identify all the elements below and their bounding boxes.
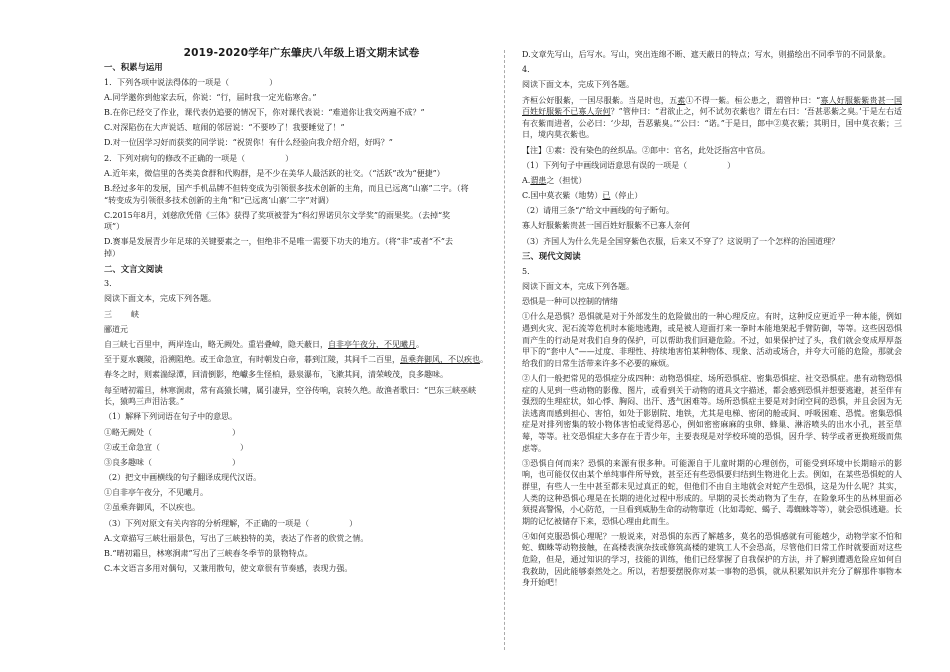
- subq-3-d: D.文章先写山，后写水。写山，突出连绵不断、遮天蔽日的特点；写水，则描绘出不同季节的不同景象。: [522, 50, 891, 59]
- para1-end: 。: [416, 340, 424, 349]
- q5-intro: 阅读下面文本，完成下列各题。: [522, 282, 634, 292]
- q4-subq-1-c: [522, 190, 902, 202]
- q2b-line2: “转变成为引领很多技术创新的主角”和“已远离‘山寨’二字”对调）: [104, 195, 334, 205]
- q1-option-a: A.同学邀你到他家去玩，你说：“行，届时我一定光临寒舍。”: [104, 92, 317, 102]
- article-para-1: ①什么是恐惧？恐惧就是对于外部发生的危险做出的一种心理反应。有时，这种反应更近乎一种本能，例如遇到火灾、泥石流等危机时本能地逃跑，或是被人迎面打来一拳时本能地架起手臂防御，等等。这些因恐惧而产生的行动是对我们自身的保护，可以帮助我们回避危险。不过，如果保护过了头，我们就会变成厚厚盔甲下的“套中人”——过度、非理性、持续地害怕某种物体、现象、活动或场合，并夸大可能的危险，那就会给我们的日常生活带来许多不必要的麻烦。: [522, 312, 902, 368]
- question-1: 1．下列各项中说法得体的一项是（ ）: [104, 77, 278, 87]
- q2b-line1: B.经过多年的发展，国产手机品牌不但转变成为引领很多技术创新的主角，而且已远离“山寨”二字。（将: [104, 183, 469, 193]
- passage-para-3: 春冬之时，则素湍绿潭，回清倒影，绝巘多生怪柏，悬泉瀑布，飞漱其间，清荣峻茂，良多趣味。: [104, 370, 448, 380]
- para2-end: 。: [480, 355, 488, 365]
- article-title: 恐惧是一种可以控制的情绪: [522, 297, 618, 307]
- subq-3-b: B.“晴初霜旦，林寒涧肃”写出了三峡春冬季节的景物特点。: [104, 549, 313, 559]
- p4-text-a: 齐桓公好服紫，一国尽服紫。当是时也，五: [522, 95, 678, 105]
- column-divider: [504, 50, 505, 650]
- subq-3-a: A.文章描写三峡壮丽景色，写出了三峡独特的美，表达了作者的欣赏之情。: [104, 533, 369, 543]
- passage-para-2: [104, 354, 499, 366]
- q2c-line2: 项”）: [104, 222, 125, 232]
- q4-subq-3: （3）齐国人为什么先是全国穿紫色衣服，后来又不穿了？这说明了一个怎样的治国道理？: [522, 236, 840, 246]
- subq-3-c: C.本文语言多用对偶句，又兼用散句，使文章很有节奏感，表现力强。: [104, 564, 353, 574]
- t1a-label: A.: [522, 175, 531, 185]
- p4-text-f: 国中莫衣紫；三日，境内莫衣紫也。: [522, 118, 903, 140]
- section-heading-2: 二、文言文阅读: [104, 263, 163, 274]
- p4-text-d: 左右适有衣紫而进者，公必曰：‘少却，吾恶紫臭。’”公曰：“诺。”于是日，郎: [522, 107, 903, 128]
- section-heading-3: 三、现代文阅读: [522, 251, 581, 262]
- q1-option-d: D.对一位因学习好而获奖的同学说：“祝贺你！有什么经验向我介绍介绍，好吗？”: [104, 138, 393, 148]
- section-heading-1: 一、积累与运用: [104, 62, 163, 72]
- subq-1-b: ②或王命急宣（ ）: [104, 442, 248, 452]
- q2d-line1: D.赛事是发展青少年足球的关键要素之一，但绝非不是唯一需要下功夫的地方。（将“非”或者“不”去: [104, 237, 454, 247]
- para1-text: 自三峡七百里中，两岸连山，略无阙处。重岩叠嶂，隐天蔽日，: [104, 340, 328, 349]
- q4-subq-1: （1）下列句子中画线词语意思有误的一项是（ ）: [522, 160, 736, 170]
- passage-4: [522, 95, 902, 141]
- p4-text-c: ？”管仲曰：“君欲止之，何不试勿衣紫也？谓左右曰：‘吾甚恶紫之臭。’于是: [610, 107, 878, 117]
- q3-intro: 阅读下面文本，完成下列各题。: [104, 294, 216, 304]
- q4-subq-2: （2）请用三条“/”给文中画线的句子断句。: [522, 206, 674, 216]
- question-2: 2．下列对病句的修改不正确的一项是（ ）: [104, 153, 294, 163]
- q4-intro: 阅读下面文本，完成下列各题。: [522, 80, 634, 90]
- para1-underlined: 自非亭午夜分，不见曦月: [328, 340, 416, 349]
- para4-end: 长，猿鸣三声泪沾裳。”: [104, 397, 185, 407]
- article-para-3: ③恐惧自何而来？恐惧的来源有很多种。可能源自于儿童时期的心理创伤，可能受到环境中长期暗示的影响，也可能仅仅由某个单纯事件所导致，甚至还有些恐惧要归结到生物进化上去。例如，在某些恐惧蛇的人群里，有些人一生中甚至都未见过真正的蛇，但他们不由自主地就会对蛇产生恐惧，这是为什么呢？其实，人类的这种恐惧心理是在长期的进化过程中形成的。早期的灵长类动物为了生存，在险象环生的丛林里面必须提高警惕，小心防范，一旦看到威胁生命的动物靠近（比如毒蛇、蝎子、毒蜘蛛等等），就会恐惧逃避。长期的记忆被储存下来，恐惧心理由此而生。: [522, 458, 902, 526]
- passage-para-1: [104, 339, 499, 351]
- q2-option-b: [104, 183, 499, 206]
- t1c-rest: （停止）: [610, 191, 643, 201]
- subq-1-a: ①略无阙处（ ）: [104, 427, 240, 437]
- t1a-word: 谓患: [530, 175, 547, 185]
- p4-text-b: ①不得一紫。桓公患之，谓管仲曰：“: [685, 95, 821, 105]
- article-para-4: ④如何克服恐惧心理呢？一般说来，对恐惧的东西了解越多，莫名的恐惧感就有可能越少，动物学家不怕和蛇、蜘蛛等动物接触，在高楼表演杂技或修筑高楼的建筑工人不会恐高，尽管他们日常工作时就要面对这些危险，但是，通过知识的学习，技能的训练，他们已经掌握了自我保护的方法，并了解到遭遇危险应如何自我救助，因此能够泰然处之。所以，若想要摆脱你对某一事物的恐惧，就从积累知识并充分了解那件事物本身开始吧！: [522, 531, 902, 588]
- q4-subq-1-a: [522, 175, 902, 187]
- t1a-rest: 之（担忧）: [546, 175, 587, 185]
- para2-underlined: 虽乘奔御风，不以疾也: [400, 355, 480, 365]
- subq-2-a: ①自非亭午夜分，不见曦月。: [104, 488, 208, 498]
- para2-text: 至于夏水襄陵，沿溯阻绝。或王命急宣，有时朝发白帝，暮到江陵，其间千二百里，: [104, 355, 400, 365]
- question-3-number: 3．: [104, 279, 118, 289]
- p4-text-e: 中②莫衣紫；其明日，: [765, 118, 846, 128]
- q2-option-c: [104, 210, 499, 233]
- p4-underlined-su: 素: [677, 95, 686, 105]
- q2d-line2: 掉）: [104, 249, 120, 259]
- passage-para-4: [104, 385, 499, 408]
- subq-3: （3）下列对原文有关内容的分析理解，不正确的一项是（ ）: [104, 518, 358, 528]
- annotation-note: 【注】①素：没有染色的丝织品。②郎中：官名，此处泛指宫中官员。: [522, 145, 770, 155]
- question-4-number: 4．: [522, 65, 536, 75]
- subq-1-c: ③良多趣味（ ）: [104, 457, 240, 467]
- t1c-word: 已: [602, 191, 611, 201]
- article-para-2: ②人们一般把常见的恐惧症分成四种：动物恐惧症、场所恐惧症、密集恐惧症、社交恐惧症。患有动物恐惧症的人见到一些动物的影像、图片，或看到关于动物的道具文字描述，都会感到恐惧并想要逃避，甚至伴有强烈的生理症状，如心悸、胸闷、出汗、透气困难等。场所恐惧症主要是对封闭空间的恐惧，并且会因为无法逃离而感到担心、害怕，如处于影剧院、地铁，尤其是电梯、密闭的舱或间、呼吸困难、恐慌。密集恐惧症是对排列密集的较小物体害怕或觉得恶心，例如密密麻麻的虫卵、蜂巢、淋浴喷头的出水小孔，甚至草莓，等等。社交恐惧症大多存在于青少年，主要表现是对学校环境的恐惧，因升学、转学或者更换班级而焦虑等。: [522, 373, 902, 453]
- p4-underlined-2: 百姓好服紫不已寡人奈何: [522, 107, 611, 117]
- subq-1: （1）解释下列词语在句子中的意思。: [104, 412, 238, 422]
- q2c-line1: C.2015年8月，刘慈欣凭借《三体》获得了奖项被誉为“科幻界诺贝尔文学奖”的雨果奖。（去掉“奖: [104, 210, 451, 220]
- q1-option-b: B.在你已经交了作业，课代表仍追要的情况下，你对课代表说：“难道你让我交两遍不成？”: [104, 107, 425, 117]
- poem-title: 三 峡: [104, 309, 140, 319]
- q2-option-a: A.近年来，微信里的各类美食群和代购群，是不少在美华人最活跃的社交。（“活跃”改为“便捷”）: [104, 168, 445, 178]
- subq-2: （2）把文中画横线的句子翻译成现代汉语。: [104, 473, 262, 483]
- question-5-number: 5．: [522, 266, 536, 276]
- left-column: [104, 58, 499, 578]
- q1-option-c: C.对深陷伤在大声说话、喧闹的邻居说：“不要吵了！我要睡觉了！”: [104, 123, 345, 133]
- poem-author: 郦道元: [104, 324, 128, 334]
- subq-2-b: ②虽乘奔御风，不以疾也。: [104, 503, 200, 513]
- q2-option-d: [104, 236, 499, 259]
- q4-subq-2-text: 寡人好服紫紫贵甚一国百姓好服紫不已寡人奈何: [522, 221, 690, 231]
- p4-underlined-1: 寡人好服紫紫贵甚一国: [820, 95, 902, 105]
- right-column: [522, 49, 902, 592]
- para4-text: 每至晴初霜旦，林寒涧肃，常有高猿长啸，属引凄异，空谷传响，哀转久绝。故渔者歌曰：“巴东三峡巫峡: [104, 385, 477, 395]
- exam-title: 2019-2020学年广东肇庆八年级上语文期末试卷: [183, 47, 420, 59]
- t1c-label: C.国中莫衣紫（地势）: [522, 191, 603, 201]
